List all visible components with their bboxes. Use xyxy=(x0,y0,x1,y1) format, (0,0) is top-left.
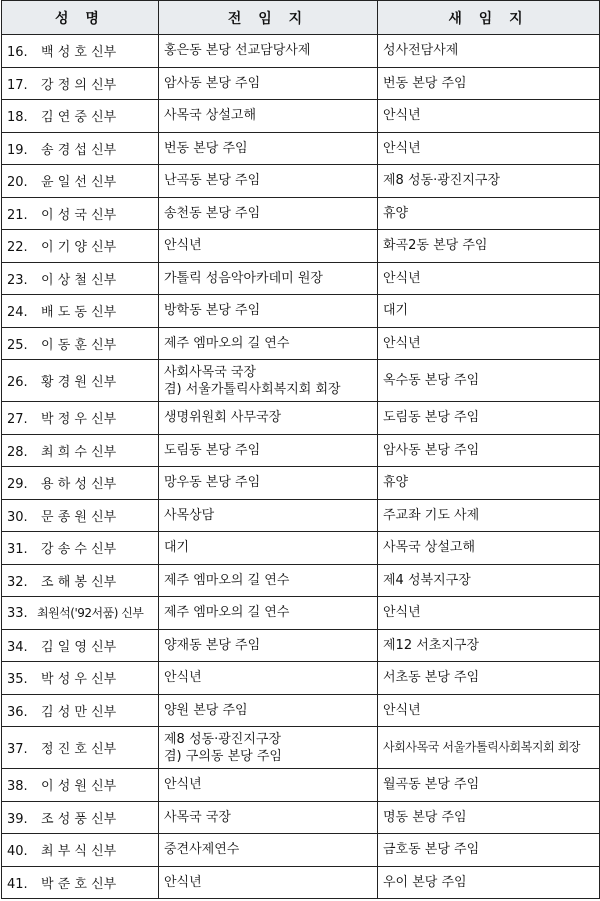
priest-name: 조 성 풍 신부 xyxy=(41,811,117,827)
new-assignment-cell xyxy=(378,866,600,899)
previous-assignment-cell xyxy=(159,327,378,360)
new-assignment-cell xyxy=(378,629,600,662)
priest-name: 강 송 수 신부 xyxy=(41,542,117,558)
new-assignment-text: 서초동 본당 주임 xyxy=(383,670,480,686)
previous-assignment-text: 홍은동 본당 선교담당사제 xyxy=(164,43,311,59)
name-cell xyxy=(2,564,159,597)
new-assignment-cell xyxy=(378,327,600,360)
previous-assignment-text: 안식년 xyxy=(164,874,202,890)
row-number: 22. xyxy=(7,240,28,256)
previous-assignment-cell xyxy=(159,564,378,597)
new-assignment-text: 제8 성동·광진지구장 xyxy=(383,173,500,189)
table-row xyxy=(2,360,600,402)
priest-name: 최원석('92서품) 신부 xyxy=(37,606,144,621)
row-number: 31. xyxy=(7,542,28,558)
new-assignment-cell xyxy=(378,769,600,802)
table-row xyxy=(2,434,600,467)
name-cell xyxy=(2,230,159,263)
new-assignment-text: 도림동 본당 주임 xyxy=(383,410,480,426)
row-number: 29. xyxy=(7,477,28,493)
previous-assignment-text: 번동 본당 주임 xyxy=(164,140,248,156)
previous-assignment-text: 방학동 본당 주임 xyxy=(164,303,261,319)
priest-name: 조 해 봉 신부 xyxy=(41,574,117,590)
priest-name: 박 정 우 신부 xyxy=(41,412,117,428)
table-row xyxy=(2,262,600,295)
name-cell xyxy=(2,165,159,198)
column-header-name: 성 명 xyxy=(2,1,159,35)
previous-assignment-text: 가톨릭 성음악아카데미 원장 xyxy=(164,270,323,286)
previous-assignment-cell xyxy=(159,727,378,769)
row-number: 26. xyxy=(7,375,28,390)
table-row xyxy=(2,597,600,630)
new-assignment-cell xyxy=(378,694,600,727)
table-row xyxy=(2,834,600,867)
previous-assignment-cell xyxy=(159,197,378,230)
previous-assignment-text: 도림동 본당 주임 xyxy=(164,442,261,458)
table-row xyxy=(2,662,600,695)
priest-name: 이 성 국 신부 xyxy=(41,207,117,223)
name-cell xyxy=(2,35,159,68)
priest-name: 이 성 원 신부 xyxy=(41,779,117,795)
row-number: 23. xyxy=(7,272,28,288)
table-row xyxy=(2,295,600,328)
table-row xyxy=(2,132,600,165)
name-cell xyxy=(2,262,159,295)
new-assignment-cell xyxy=(378,100,600,133)
new-assignment-cell xyxy=(378,295,600,328)
new-assignment-cell xyxy=(378,834,600,867)
priest-name: 이 동 훈 신부 xyxy=(41,337,117,353)
previous-assignment-text: 대기 xyxy=(164,540,190,556)
table-row xyxy=(2,402,600,435)
row-number: 33. xyxy=(7,606,28,622)
row-number: 36. xyxy=(7,704,28,720)
new-assignment-text: 안식년 xyxy=(383,335,421,351)
new-assignment-text: 안식년 xyxy=(383,605,421,621)
table-row xyxy=(2,35,600,68)
new-assignment-text: 휴양 xyxy=(383,205,409,221)
new-assignment-cell xyxy=(378,597,600,630)
name-cell xyxy=(2,801,159,834)
previous-assignment-text: 중견사제연수 xyxy=(164,842,240,858)
new-assignment-text: 휴양 xyxy=(383,475,409,491)
row-number: 24. xyxy=(7,305,28,321)
new-assignment-text: 성사전담사제 xyxy=(383,43,459,59)
new-assignment-text: 사회사목국 서울가톨릭사회복지회 회장 xyxy=(383,740,581,754)
previous-assignment-cell xyxy=(159,402,378,435)
previous-assignment-text: 암사동 본당 주임 xyxy=(164,75,261,91)
previous-assignment-text: 제주 엠마오의 길 연수 xyxy=(164,572,290,588)
appointments-table xyxy=(1,0,600,899)
row-number: 34. xyxy=(7,639,28,655)
name-cell xyxy=(2,197,159,230)
row-number: 21. xyxy=(7,207,28,223)
name-cell xyxy=(2,467,159,500)
header-row xyxy=(2,1,600,35)
new-assignment-cell xyxy=(378,532,600,565)
new-assignment-text: 제12 서초지구장 xyxy=(383,637,480,653)
name-cell xyxy=(2,434,159,467)
previous-assignment-text: 겸) 서울가톨릭사회복지회 회장 xyxy=(164,381,341,397)
row-number: 28. xyxy=(7,444,28,460)
priest-name: 황 경 원 신부 xyxy=(41,375,117,390)
previous-assignment-cell xyxy=(159,532,378,565)
new-assignment-text: 화곡2동 본당 주임 xyxy=(383,238,488,254)
previous-assignment-cell xyxy=(159,360,378,402)
name-cell xyxy=(2,727,159,769)
previous-assignment-text: 제주 엠마오의 길 연수 xyxy=(164,605,290,621)
new-assignment-text: 암사동 본당 주임 xyxy=(383,442,480,458)
new-assignment-cell xyxy=(378,727,600,769)
previous-assignment-text: 겸) 구의동 본당 주임 xyxy=(164,748,282,764)
previous-assignment-text: 난곡동 본당 주임 xyxy=(164,173,261,189)
new-assignment-cell xyxy=(378,564,600,597)
priest-name: 박 성 우 신부 xyxy=(41,672,117,688)
row-number: 32. xyxy=(7,574,28,590)
name-cell xyxy=(2,694,159,727)
priest-name: 이 상 철 신부 xyxy=(41,272,117,288)
previous-assignment-cell xyxy=(159,597,378,630)
table-row xyxy=(2,769,600,802)
priest-name: 김 일 영 신부 xyxy=(41,639,117,655)
previous-assignment-cell xyxy=(159,499,378,532)
new-assignment-cell xyxy=(378,402,600,435)
priest-name: 강 정 의 신부 xyxy=(41,77,117,93)
previous-assignment-cell xyxy=(159,866,378,899)
row-number: 27. xyxy=(7,412,28,428)
name-cell xyxy=(2,532,159,565)
priest-name: 김 연 중 신부 xyxy=(41,110,117,126)
new-assignment-cell xyxy=(378,197,600,230)
previous-assignment-text: 제8 성동·광진지구장 xyxy=(164,731,281,747)
new-assignment-cell xyxy=(378,165,600,198)
previous-assignment-cell xyxy=(159,230,378,263)
priest-name: 최 부 식 신부 xyxy=(41,844,117,860)
table-row xyxy=(2,67,600,100)
previous-assignment-text: 제주 엠마오의 길 연수 xyxy=(164,335,290,351)
previous-assignment-cell xyxy=(159,132,378,165)
table-body xyxy=(2,35,600,899)
priest-name: 박 준 호 신부 xyxy=(41,876,117,892)
row-number: 41. xyxy=(7,876,28,892)
new-assignment-text: 사목국 상설고해 xyxy=(383,540,476,556)
previous-assignment-cell xyxy=(159,35,378,68)
new-assignment-cell xyxy=(378,499,600,532)
previous-assignment-cell xyxy=(159,67,378,100)
new-assignment-text: 제4 성북지구장 xyxy=(383,572,471,588)
new-assignment-text: 주교좌 기도 사제 xyxy=(383,507,480,523)
priest-name: 배 도 동 신부 xyxy=(41,305,117,321)
table-row xyxy=(2,230,600,263)
previous-assignment-cell xyxy=(159,434,378,467)
table-row xyxy=(2,197,600,230)
new-assignment-text: 안식년 xyxy=(383,140,421,156)
previous-assignment-cell xyxy=(159,467,378,500)
previous-assignment-cell xyxy=(159,165,378,198)
previous-assignment-text: 생명위원회 사무국장 xyxy=(164,410,282,426)
row-number: 40. xyxy=(7,844,28,860)
previous-assignment-cell xyxy=(159,629,378,662)
table-row xyxy=(2,532,600,565)
row-number: 35. xyxy=(7,672,28,688)
priest-name: 용 하 성 신부 xyxy=(41,477,117,493)
priest-name: 윤 일 선 신부 xyxy=(41,175,117,191)
previous-assignment-text: 사회사목국 국장 xyxy=(164,364,257,380)
new-assignment-text: 번동 본당 주임 xyxy=(383,75,467,91)
name-cell xyxy=(2,866,159,899)
previous-assignment-text: 사목상담 xyxy=(164,507,215,523)
new-assignment-text: 안식년 xyxy=(383,270,421,286)
priest-name: 김 성 만 신부 xyxy=(41,704,117,720)
previous-assignment-cell xyxy=(159,834,378,867)
row-number: 16. xyxy=(7,45,28,61)
new-assignment-cell xyxy=(378,467,600,500)
priest-name: 정 진 호 신부 xyxy=(41,742,117,757)
new-assignment-text: 금호동 본당 주임 xyxy=(383,842,480,858)
column-header-new: 새 임 지 xyxy=(378,1,600,35)
row-number: 20. xyxy=(7,175,28,191)
new-assignment-cell xyxy=(378,662,600,695)
previous-assignment-cell xyxy=(159,262,378,295)
previous-assignment-text: 안식년 xyxy=(164,238,202,254)
table-row xyxy=(2,866,600,899)
previous-assignment-cell xyxy=(159,801,378,834)
name-cell xyxy=(2,597,159,630)
name-cell xyxy=(2,132,159,165)
row-number: 17. xyxy=(7,77,28,93)
previous-assignment-text: 사목국 국장 xyxy=(164,809,231,825)
priest-name: 최 희 수 신부 xyxy=(41,444,117,460)
previous-assignment-text: 양원 본당 주임 xyxy=(164,702,248,718)
table-row xyxy=(2,564,600,597)
row-number: 18. xyxy=(7,110,28,126)
previous-assignment-cell xyxy=(159,694,378,727)
previous-assignment-text: 망우동 본당 주임 xyxy=(164,475,261,491)
previous-assignment-text: 사목국 상설고해 xyxy=(164,108,257,124)
name-cell xyxy=(2,360,159,402)
row-number: 37. xyxy=(7,742,28,757)
new-assignment-text: 우이 본당 주임 xyxy=(383,874,467,890)
new-assignment-cell xyxy=(378,132,600,165)
new-assignment-text: 대기 xyxy=(383,303,409,319)
name-cell xyxy=(2,100,159,133)
name-cell xyxy=(2,662,159,695)
previous-assignment-cell xyxy=(159,769,378,802)
previous-assignment-text: 안식년 xyxy=(164,670,202,686)
row-number: 25. xyxy=(7,337,28,353)
new-assignment-cell xyxy=(378,262,600,295)
priest-name: 문 종 원 신부 xyxy=(41,509,117,525)
row-number: 19. xyxy=(7,142,28,158)
new-assignment-cell xyxy=(378,360,600,402)
table-row xyxy=(2,467,600,500)
new-assignment-cell xyxy=(378,67,600,100)
previous-assignment-text: 양재동 본당 주임 xyxy=(164,637,261,653)
name-cell xyxy=(2,295,159,328)
name-cell xyxy=(2,67,159,100)
new-assignment-text: 옥수동 본당 주임 xyxy=(383,373,480,388)
previous-assignment-text: 송천동 본당 주임 xyxy=(164,205,261,221)
new-assignment-text: 안식년 xyxy=(383,108,421,124)
previous-assignment-cell xyxy=(159,662,378,695)
row-number: 30. xyxy=(7,509,28,525)
previous-assignment-cell xyxy=(159,100,378,133)
name-cell xyxy=(2,402,159,435)
priest-name: 이 기 양 신부 xyxy=(41,240,117,256)
table-row xyxy=(2,165,600,198)
name-cell xyxy=(2,499,159,532)
table-row xyxy=(2,100,600,133)
new-assignment-text: 안식년 xyxy=(383,702,421,718)
table-row xyxy=(2,327,600,360)
name-cell xyxy=(2,769,159,802)
name-cell xyxy=(2,327,159,360)
new-assignment-cell xyxy=(378,230,600,263)
previous-assignment-text: 안식년 xyxy=(164,777,202,793)
table-row xyxy=(2,629,600,662)
previous-assignment-cell xyxy=(159,295,378,328)
new-assignment-text: 명동 본당 주임 xyxy=(383,809,467,825)
table-row xyxy=(2,694,600,727)
priest-name: 백 성 호 신부 xyxy=(41,45,117,61)
column-header-previous: 전 임 지 xyxy=(159,1,378,35)
name-cell xyxy=(2,834,159,867)
name-cell xyxy=(2,629,159,662)
new-assignment-cell xyxy=(378,801,600,834)
priest-name: 송 경 섭 신부 xyxy=(41,142,117,158)
new-assignment-text: 월곡동 본당 주임 xyxy=(383,777,480,793)
new-assignment-cell xyxy=(378,434,600,467)
row-number: 38. xyxy=(7,779,28,795)
table-row xyxy=(2,727,600,769)
new-assignment-cell xyxy=(378,35,600,68)
table-row xyxy=(2,499,600,532)
table-row xyxy=(2,801,600,834)
row-number: 39. xyxy=(7,811,28,827)
